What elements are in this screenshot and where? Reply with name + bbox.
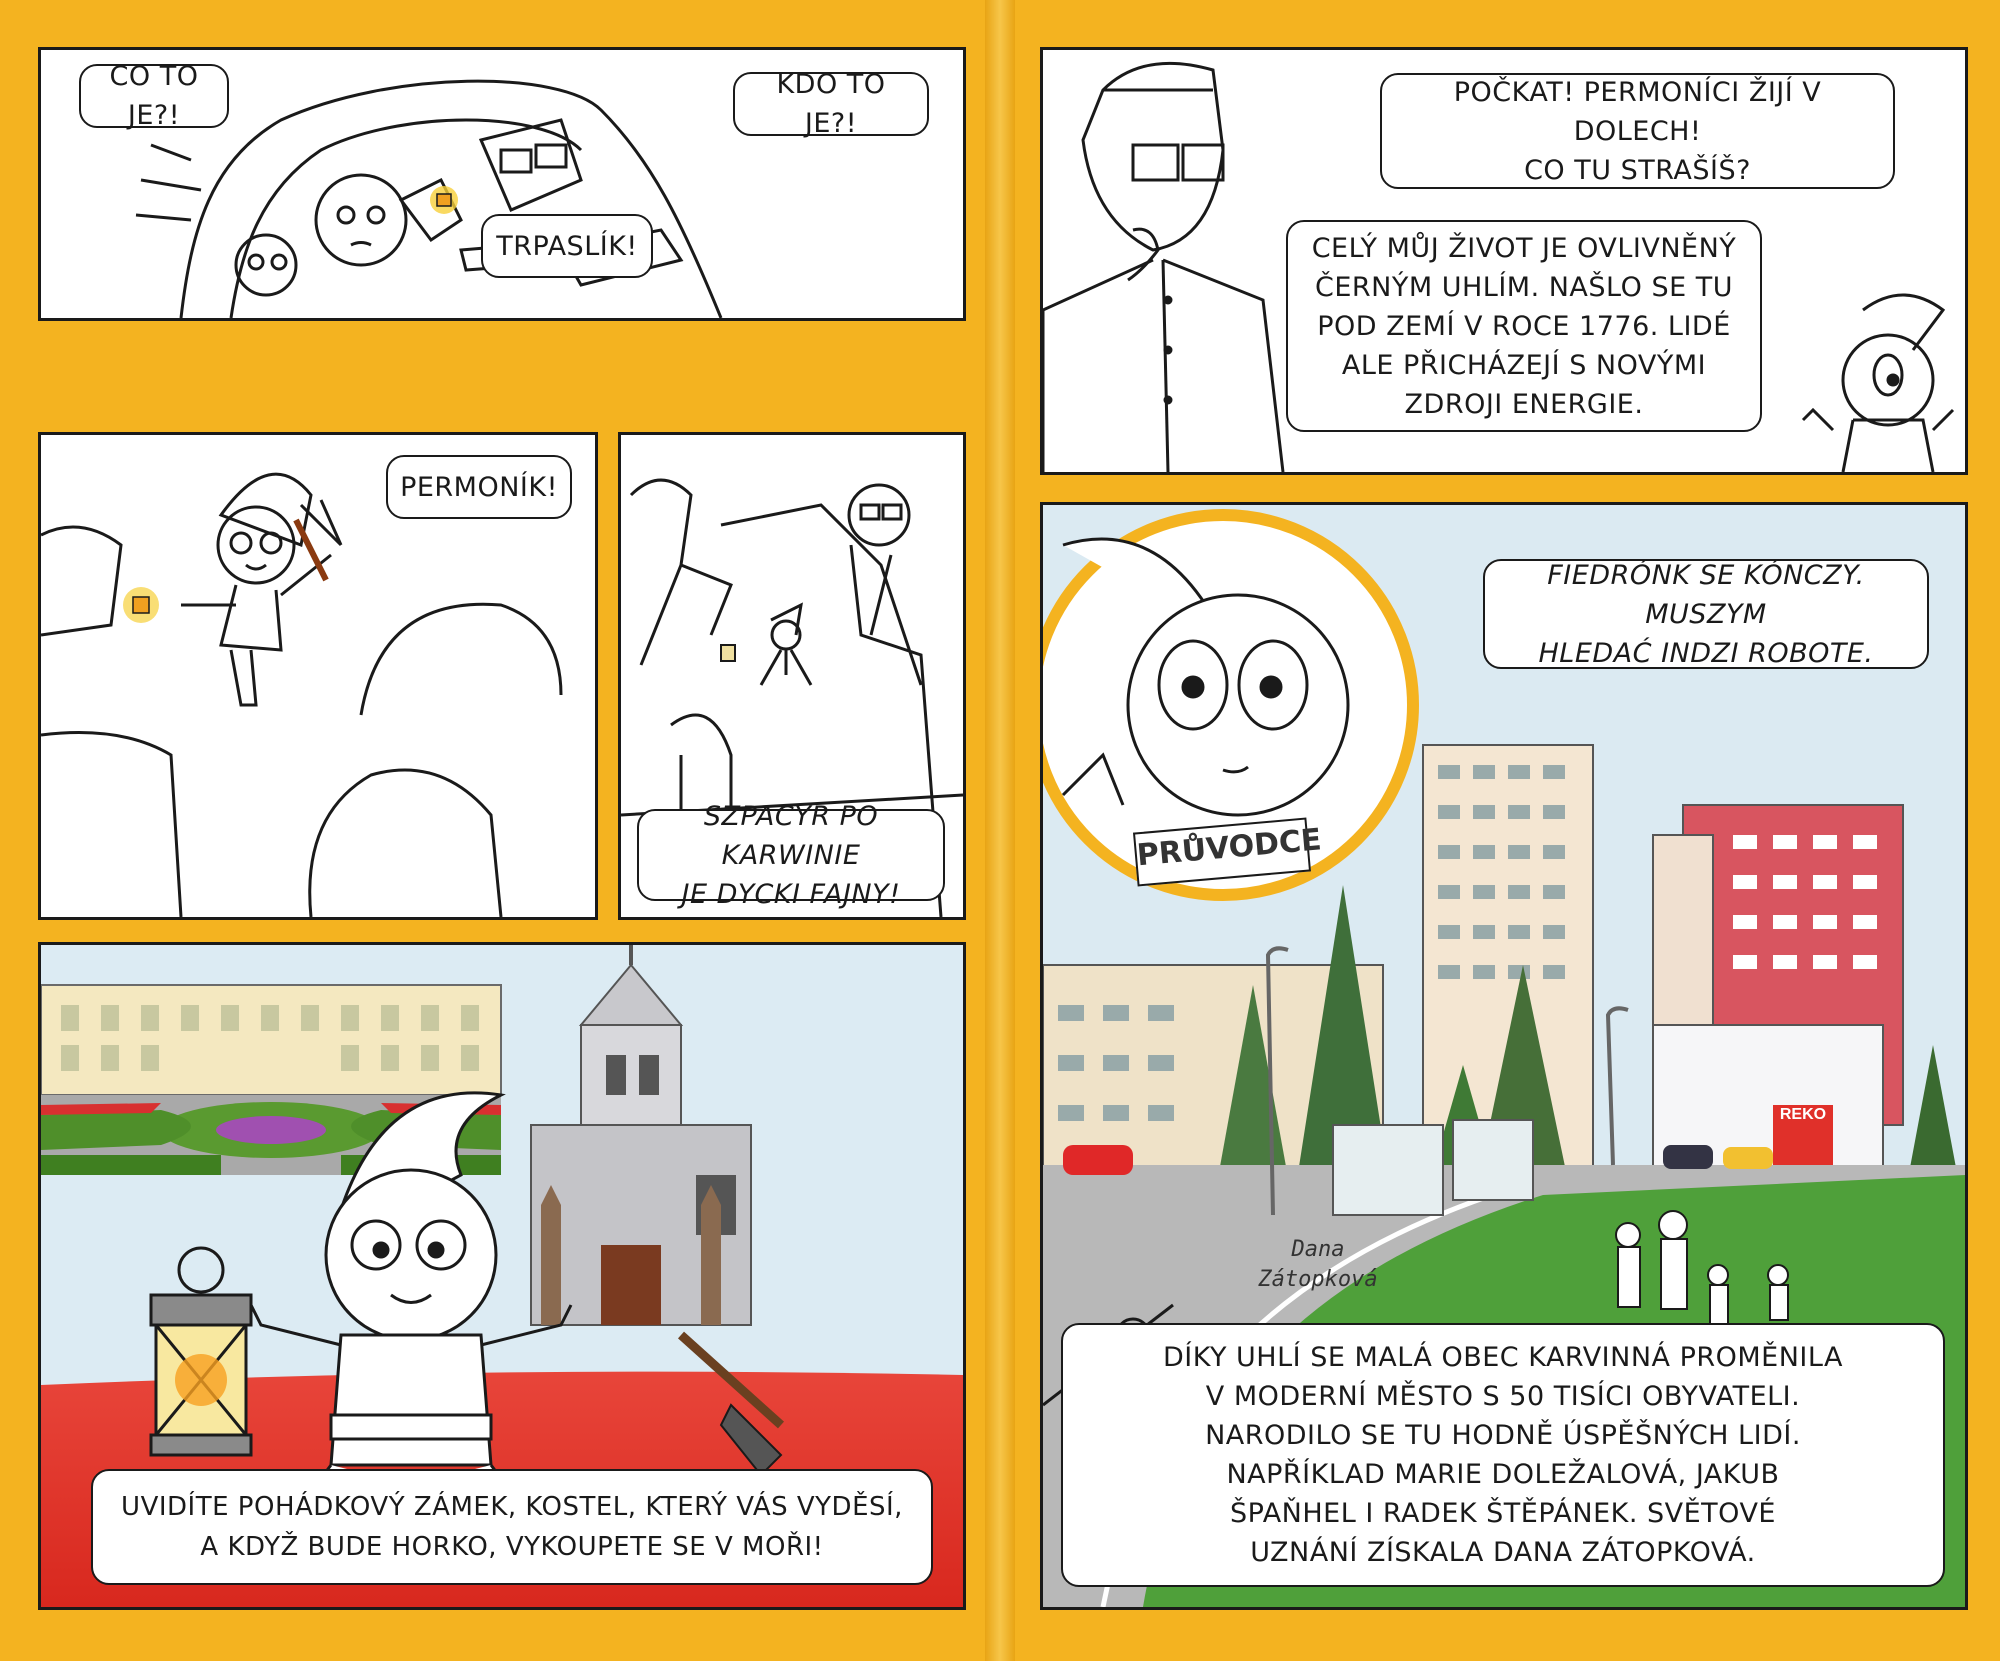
speech-bubble-dialect: FIEDRÓNK SE KÓNCZY. MUSZYM HLEDAĆ INDZI ROBOTE. [1483,559,1929,669]
speech-bubble-what: CO TO JE?! [79,64,229,128]
speech-bubble-life: CELÝ MŮJ ŽIVOT JE OVLIVNĚNÝ ČERNÝM UHLÍM. NAŠLO SE TU POD ZEMÍ V ROCE 1776. LIDÉ ALE PŘICHÁZEJÍ S NOVÝMI ZDROJI ENERGIE. [1286,220,1762,432]
speech-bubble-who: KDO TO JE?! [733,72,929,136]
speech-bubble-miner: PERMONÍK! [386,455,572,519]
panel-miner-lamp [38,432,598,920]
page-gutter [985,0,1015,1661]
reko-store-sign: REKO [1773,1105,1833,1129]
panel-castle-church [38,942,966,1610]
speech-bubble-wait: POČKAT! PERMONÍCI ŽIJÍ V DOLECH! CO TU STRAŠÍŠ? [1380,73,1895,189]
panel-walk [618,432,966,920]
caption-town: DÍKY UHLÍ SE MALÁ OBEC KARVINNÁ PROMĚNILA V MODERNÍ MĚSTO S 50 TISÍCI OBYVATELI. NARODILO SE TU HODNĚ ÚSPĚŠNÝCH LIDÍ. NAPŘÍKLAD MARIE DOLEŽALOVÁ, JAKUB ŠPAŇHEL I RADEK ŠTĚPÁNEK. SVĚTOVÉ UZNÁNÍ ZÍSKALA DANA ZÁTOPKOVÁ. [1061,1323,1945,1587]
caption-sights: UVIDÍTE POHÁDKOVÝ ZÁMEK, KOSTEL, KTERÝ VÁS VYDĚSÍ, A KDYŽ BUDE HORKO, VYKOUPETE SE V MOŘI! [91,1469,933,1585]
guide-sign: PRŮVODCE [1133,818,1311,887]
panel-car-scene [38,47,966,321]
caption-walk: SZPACYR PO KARWINIE JE DYCKI FAJNY! [637,809,945,901]
speech-bubble-dwarf: TRPASLÍK! [481,214,653,278]
panel-man-gnome [1040,47,1968,475]
athlete-name-label: Dana Zátopková [1258,1237,1378,1292]
panel-town [1040,502,1968,1610]
